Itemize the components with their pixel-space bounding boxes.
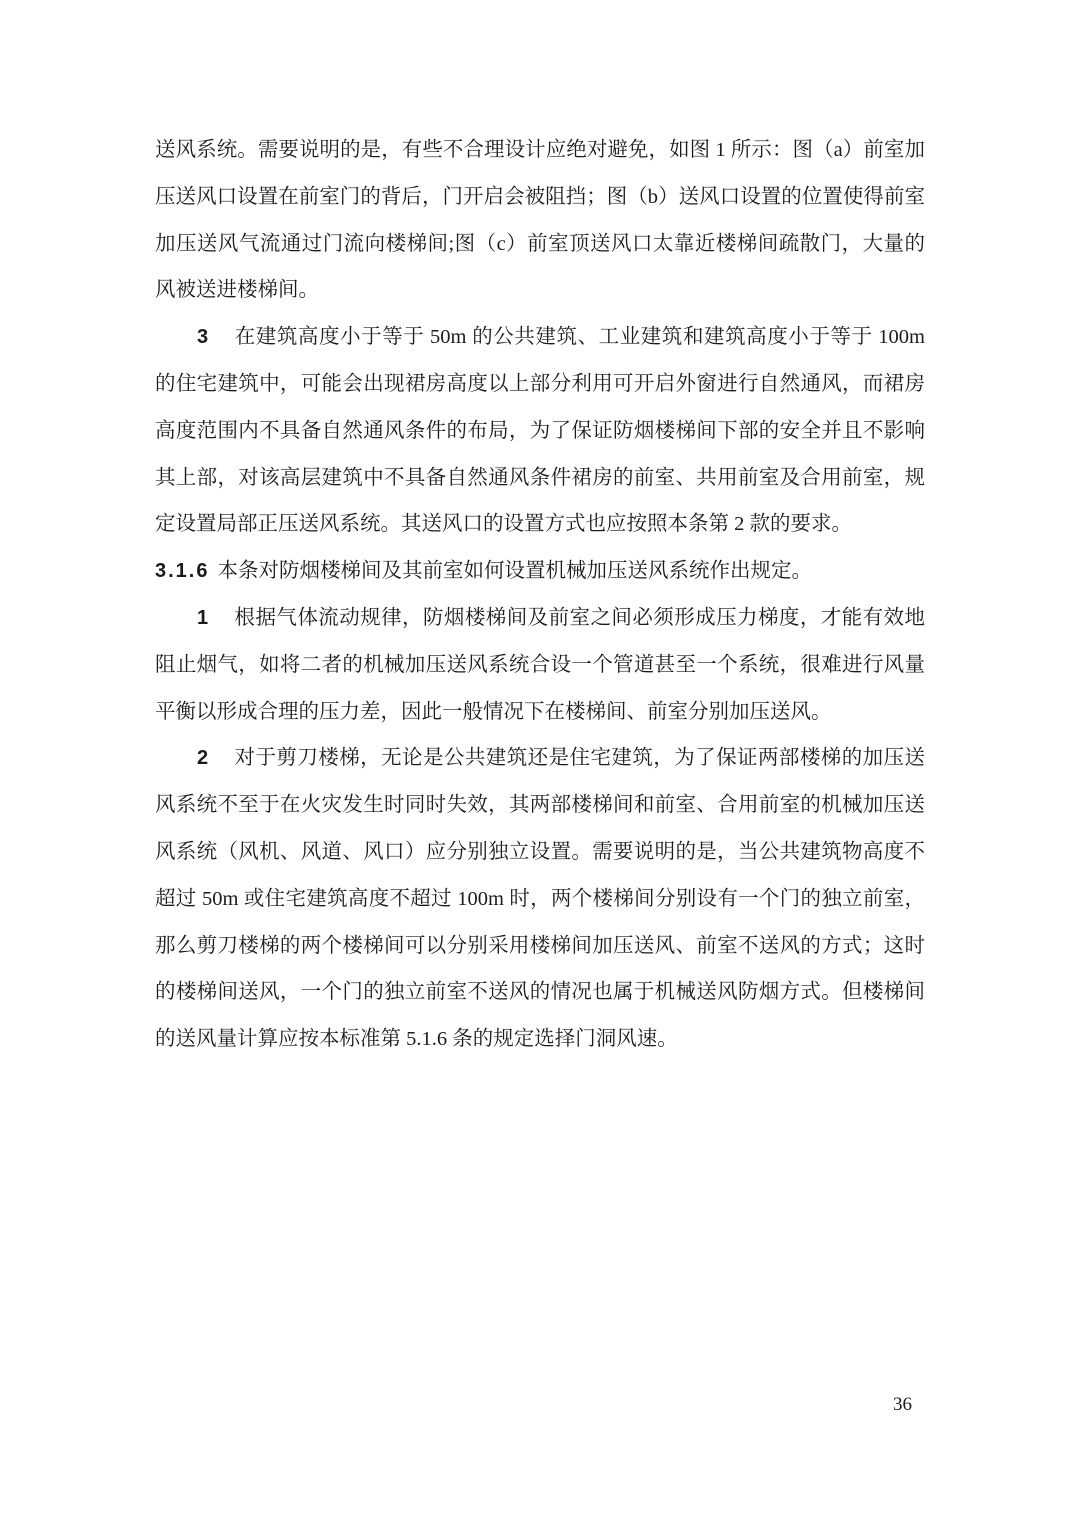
paragraph bbox=[155, 595, 925, 735]
item-number: 2 bbox=[197, 747, 209, 770]
paragraph bbox=[155, 548, 925, 595]
paragraph-text: 送风系统。需要说明的是，有些不合理设计应绝对避免，如图 1 所示：图（a）前室加压送风口设置在前室门的背后，门开启会被阻挡；图（b）送风口设置的位置使得前室加压送风气流通过门流向楼梯间;图（c）前室顶送风口太靠近楼梯间疏散门，大量的风被送进楼梯间。 bbox=[155, 139, 925, 302]
page-number: 36 bbox=[893, 1394, 912, 1415]
clause-number: 3.1.6 bbox=[155, 560, 210, 583]
paragraph bbox=[155, 735, 925, 1063]
paragraph-text: 在建筑高度小于等于 50m 的公共建筑、工业建筑和建筑高度小于等于 100m 的住宅建筑中，可能会出现裙房高度以上部分利用可开启外窗进行自然通风，而裙房高度范围内不具备自然通风条件的布局，为了保证防烟楼梯间下部的安全并且不影响其上部，对该高层建筑中不具备自然通风条件裙房的前室、共用前室及合用前室，规定设置局部正压送风系统。其送风口的设置方式也应按照本条第 2 款的要求。 bbox=[155, 326, 925, 536]
paragraph bbox=[155, 314, 925, 548]
paragraph-text: 根据气体流动规律，防烟楼梯间及前室之间必须形成压力梯度，才能有效地阻止烟气，如将二者的机械加压送风系统合设一个管道甚至一个系统，很难进行风量平衡以形成合理的压力差，因此一般情况下在楼梯间、前室分别加压送风。 bbox=[155, 606, 925, 723]
paragraph-text: 本条对防烟楼梯间及其前室如何设置机械加压送风系统作出规定。 bbox=[217, 560, 812, 583]
item-number: 1 bbox=[197, 606, 209, 629]
document-body bbox=[155, 127, 925, 1063]
item-number: 3 bbox=[197, 326, 209, 349]
paragraph bbox=[155, 127, 925, 314]
paragraph-text: 对于剪刀楼梯，无论是公共建筑还是住宅建筑，为了保证两部楼梯的加压送风系统不至于在火灾发生时同时失效，其两部楼梯间和前室、合用前室的机械加压送风系统（风机、风道、风口）应分别独立设置。需要说明的是，当公共建筑物高度不超过 50m 或住宅建筑高度不超过 100m 时，两个楼梯间分别设有一个门的独立前室，那么剪刀楼梯的两个楼梯间可以分别采用楼梯间加压送风、前室不送风的方式；这时的楼梯间送风，一个门的独立前室不送风的情况也属于机械送风防烟方式。但楼梯间的送风量计算应按本标准第 5.1.6 条的规定选择门洞风速。 bbox=[155, 747, 925, 1051]
